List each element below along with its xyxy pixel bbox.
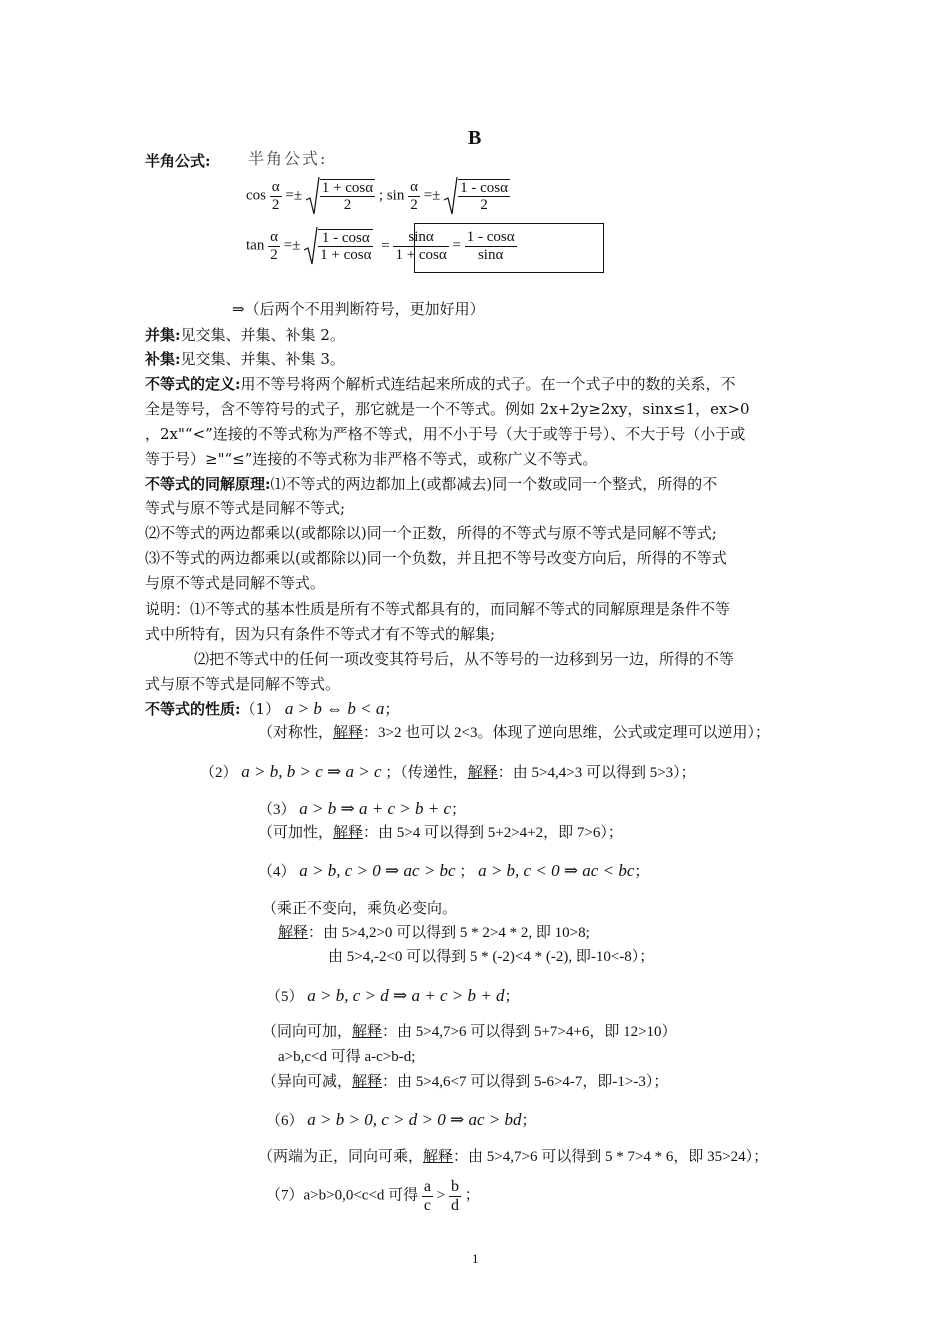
property-3-note	[258, 826, 623, 841]
explanation-line-3: ⑵把不等式中的任何一项改变其符号后，从不等号的一边移到另一边，所得的不等	[194, 650, 735, 668]
explain-word: 解释	[352, 1074, 383, 1090]
numerator: a	[423, 1178, 432, 1195]
punctuation: ；	[459, 864, 475, 880]
property-3	[258, 800, 466, 818]
half-angle-note: ⇒（后两个不用判断符号，更加好用）	[232, 300, 485, 318]
property-number: （1）	[240, 700, 281, 718]
inequality-def-line-1	[145, 377, 736, 392]
text: ：3>2 也可以 2<3。体现了逆向思维，公式或定理可以逆用）；	[363, 725, 770, 741]
explain-word: 解释	[423, 1149, 454, 1165]
same-solution-line-2: 等式与原不等式是同解不等式;	[145, 499, 346, 517]
denominator: 1 + cosα	[320, 247, 372, 263]
property-number: （7）	[266, 1187, 304, 1204]
explanation-line-2: 式中所特有，因为只有条件不等式才有不等式的解集;	[145, 625, 496, 643]
numerator: 1 - cosα	[466, 229, 515, 245]
same-solution-label: 不等式的同解原理:	[145, 475, 271, 493]
alpha: α	[271, 179, 280, 195]
alpha-over-two	[268, 229, 280, 263]
text: （异向可减，	[262, 1074, 353, 1090]
property-formula: a > b, b > c ⇒ a > c	[241, 762, 382, 781]
explain-word: 解释	[333, 825, 364, 841]
greater-than: >	[436, 1187, 446, 1204]
union-line	[145, 328, 345, 343]
inequality-def-label: 不等式的定义:	[145, 375, 241, 393]
text: ；（传递性，	[385, 765, 468, 781]
property-6	[266, 1111, 536, 1129]
alpha: α	[270, 229, 278, 245]
punctuation: ；	[384, 700, 400, 718]
property-2	[200, 763, 696, 781]
explain-word: 解释	[352, 1024, 383, 1040]
property-1-note	[258, 726, 770, 741]
punctuation: ；	[504, 989, 520, 1005]
explanation-line-4: 式与原不等式是同解不等式。	[145, 675, 341, 693]
complement-line	[145, 352, 345, 367]
property-number: （6）	[266, 1113, 304, 1129]
punctuation: ；	[521, 1113, 537, 1129]
cos-label: cos	[246, 187, 266, 204]
property-5	[266, 987, 519, 1005]
property-4-note-2	[278, 926, 590, 941]
property-4	[258, 862, 649, 880]
text: （可加性，	[258, 825, 334, 841]
denominator: d	[451, 1196, 459, 1214]
text: ：由 5>4 可以得到 5+2>4+2，即 7>6）；	[363, 825, 623, 841]
property-formula: a > b ⇔ b < a	[284, 699, 385, 718]
numerator: 1 - cosα	[318, 230, 373, 248]
equals: =	[452, 237, 461, 254]
alpha-over-two	[408, 179, 420, 213]
denominator: 1 + cosα	[395, 246, 447, 263]
sqrt-sign	[304, 226, 318, 266]
property-6-note	[258, 1150, 768, 1165]
property-formula: a > b ⇒ a + c > b + c	[299, 799, 451, 818]
page-heading: B	[468, 127, 482, 149]
sqrt-fraction	[458, 179, 510, 214]
two: 2	[410, 196, 418, 213]
sqrt-fraction	[318, 229, 373, 264]
property-4-note-1: （乘正不变向，乘负必变向。	[262, 901, 458, 917]
punctuation: ；	[451, 802, 467, 818]
property-number: （2）	[200, 765, 238, 781]
denominator: c	[423, 1196, 432, 1214]
alpha-over-two	[270, 179, 282, 213]
equals: =	[381, 237, 390, 254]
fraction-a-over-c	[422, 1178, 433, 1214]
plus-minus: =±	[283, 237, 301, 254]
text: ：由 5>4,6<7 可以得到 5-6>4-7，即-1>-3）；	[382, 1074, 669, 1090]
complement-label: 补集:	[145, 350, 181, 368]
explain-word: 解释	[278, 925, 309, 941]
explain-word: 解释	[467, 765, 498, 781]
property-number: （5）	[266, 989, 304, 1005]
text: ：由 5>4,7>6 可以得到 5+7>4+6，即 12>10）	[382, 1024, 677, 1040]
same-solution-line-1	[145, 477, 717, 492]
text: （两端为正，同向可乘，	[258, 1149, 424, 1165]
semicolon: ;	[378, 187, 384, 204]
plus-minus: =±	[423, 187, 441, 204]
page-number: 1	[472, 1251, 479, 1266]
numerator: 1 - cosα	[460, 179, 508, 196]
text: ：由 5>4,7>6 可以得到 5 * 7>4 * 6，即 35>24）；	[453, 1149, 769, 1165]
sqrt-fraction	[320, 179, 375, 214]
union-label: 并集:	[145, 326, 181, 344]
property-5-note-1	[262, 1025, 677, 1040]
text: ⑴不等式的两边都加上(或都减去)同一个数或同一个整式，所得的不	[270, 475, 718, 493]
property-formula: a > b > 0, c > d > 0 ⇒ ac > bd	[307, 1110, 522, 1129]
text: ：由 5>4,4>3 可以得到 5>3）；	[497, 765, 696, 781]
half-angle-label: 半角公式:	[145, 152, 211, 170]
punctuation: ；	[634, 864, 650, 880]
property-formula: a > b, c > 0 ⇒ ac > bc	[299, 861, 456, 880]
text: ：由 5>4,2>0 可以得到 5 * 2>4 * 2, 即 10>8;	[308, 925, 590, 941]
two: 2	[270, 246, 278, 263]
sqrt-sign	[444, 176, 458, 216]
denominator: 2	[480, 197, 488, 213]
inequality-def-line-4: 等于号）≥"“≤”连接的不等式称为非严格不等式，或称广义不等式。	[145, 450, 598, 468]
tan-label: tan	[246, 237, 265, 254]
text: 用不等号将两个解析式连结起来所成的式子。在一个式子中的数的关系，不	[240, 375, 736, 393]
property-number: （4）	[258, 864, 296, 880]
cos-half-formula	[246, 176, 510, 216]
text: （对称性，	[258, 725, 334, 741]
punctuation: ；	[464, 1187, 480, 1204]
union-text: 见交集、并集、补集 2。	[180, 326, 345, 344]
explanation-line-1: 说明：⑴不等式的基本性质是所有不等式都具有的，而同解不等式的同解原理是条件不等	[145, 600, 731, 618]
property-number: （3）	[258, 802, 296, 818]
property-1	[145, 700, 399, 717]
property-7	[266, 1178, 480, 1214]
same-solution-line-5: 与原不等式是同解不等式。	[145, 574, 326, 592]
same-solution-line-3: ⑵不等式的两边都乘以(或都除以)同一个正数，所得的不等式与原不等式是同解不等式;	[145, 524, 717, 542]
plus-minus: =±	[285, 187, 303, 204]
property-formula: a > b, c > d ⇒ a + c > b + d	[307, 986, 505, 1005]
numerator: sinα	[393, 229, 448, 247]
complement-text: 见交集、并集、补集 3。	[180, 350, 345, 368]
numerator: b	[451, 1178, 459, 1195]
denominator: 2	[343, 197, 352, 213]
properties-label: 不等式的性质:	[145, 700, 241, 718]
two: 2	[271, 196, 280, 213]
inequality-def-line-3: ，2x"“<”连接的不等式称为严格不等式，用不小于号（大于或等于号）、不大于号（小于或	[145, 425, 746, 443]
text: （同向可加，	[262, 1024, 353, 1040]
fraction-b-over-d	[449, 1178, 461, 1214]
half-angle-subtitle: 半角公式:	[248, 149, 328, 168]
property-5-note-2: a>b,c<d 可得 a-c>b-d;	[278, 1049, 416, 1065]
text: a>b>0,0<c<d 可得	[303, 1187, 419, 1204]
alpha: α	[410, 179, 418, 195]
explain-word: 解释	[333, 725, 364, 741]
numerator: 1 + cosα	[321, 179, 374, 196]
property-5-note-3	[262, 1075, 668, 1090]
sqrt-sign	[306, 176, 320, 216]
property-4-note-3: 由 5>4,-2<0 可以得到 5 * (-2)<4 * (-2), 即-10<-8）；	[328, 949, 655, 965]
formula-highlight-box	[414, 223, 604, 273]
sin-label: sin	[386, 187, 405, 204]
property-formula: a > b, c < 0 ⇒ ac < bc	[478, 861, 635, 880]
same-solution-line-4: ⑶不等式的两边都乘以(或都除以)同一个负数，并且把不等号改变方向后，所得的不等式	[145, 549, 727, 567]
denominator: sinα	[477, 246, 504, 263]
inequality-def-line-2: 全是等号，含不等符号的式子，那它就是一个不等式。例如 2x+2y≥2xy，sinx≤1，ex>0	[145, 400, 750, 418]
